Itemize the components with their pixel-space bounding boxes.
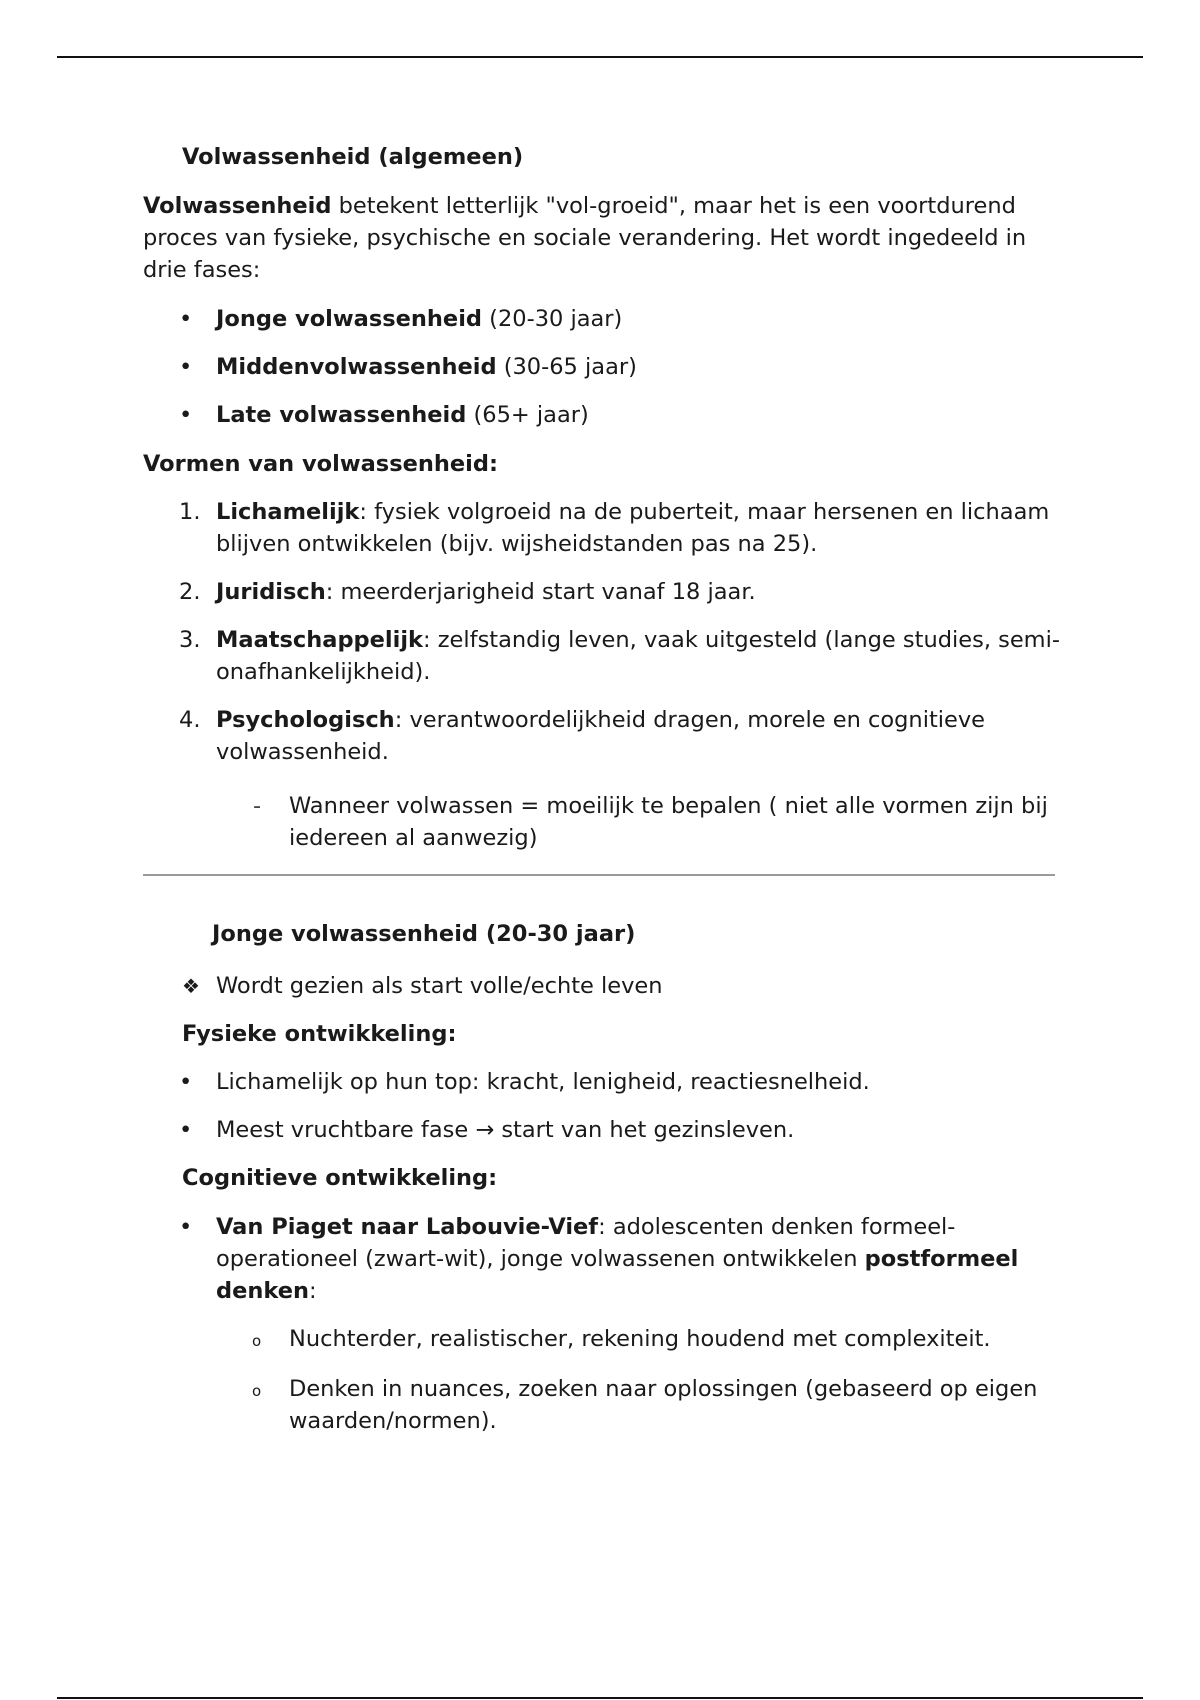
vorm-text: : fysiek volgroeid na de puberteit, maar hersenen en lichaam blijven ontwikkelen (bijv. wijsheidstanden pas na 25). [216, 499, 1050, 557]
list-item [143, 1066, 1093, 1098]
vorm-name: Maatschappelijk [216, 627, 424, 653]
list-item [143, 351, 1083, 383]
list-item [143, 1211, 1078, 1307]
phase-name: Middenvolwassenheid [216, 354, 497, 380]
phase-name: Late volwassenheid [216, 402, 467, 428]
postformeel-text: Denken in nuances, zoeken naar oplossingen (gebaseerd op eigen waarden/normen). [289, 1376, 1038, 1434]
heading-jonge-volwassenheid: Jonge volwassenheid (20-30 jaar) [212, 921, 636, 947]
vorm-name: Psychologisch [216, 707, 395, 733]
phase-range: (30-65 jaar) [496, 354, 637, 380]
heading-volwassenheid-algemeen: Volwassenheid (algemeen) [182, 144, 524, 170]
fysiek-text: Lichamelijk op hun top: kracht, lenigheid, reactiesnelheid. [216, 1069, 870, 1095]
bullet-marker: • [179, 306, 193, 332]
circle-marker: o [252, 1382, 262, 1400]
vorm-name: Lichamelijk [216, 499, 360, 525]
heading-fysieke-ontwikkeling: Fysieke ontwikkeling: [182, 1021, 457, 1047]
section-divider [143, 874, 1055, 876]
bullet-marker: • [179, 354, 193, 380]
vorm-text: : meerderjarigheid start vanaf 18 jaar. [325, 579, 756, 605]
cognitief-text: : adolescenten denken formeel-operationeel (zwart-wit), jonge volwassenen ontwikkelen [216, 1214, 956, 1272]
vorm-name: Juridisch [216, 579, 326, 605]
heading-cognitieve-ontwikkeling: Cognitieve ontwikkeling: [182, 1165, 498, 1191]
intro-text: betekent letterlijk "vol-groeid", maar het is een voortdurend proces van fysieke, psychische en sociale verandering. Het wordt ingedeeld in drie fases: [143, 193, 1027, 283]
dash-marker: - [253, 793, 262, 819]
diamond-note-text: Wordt gezien als start volle/echte leven [216, 973, 663, 999]
postformeel-text: Nuchterder, realistischer, rekening houdend met complexiteit. [289, 1326, 991, 1352]
phase-range: (65+ jaar) [466, 402, 589, 428]
circle-marker: o [252, 1332, 262, 1350]
cognitief-bold-1: Van Piaget naar Labouvie-Vief [216, 1214, 599, 1240]
bullet-marker: • [179, 1117, 193, 1143]
dash-note-text: Wanneer volwassen = moeilijk te bepalen ( niet alle vormen zijn bij iedereen al aanwezig) [289, 793, 1048, 851]
vorm-text: : verantwoordelijkheid dragen, morele en cognitieve volwassenheid. [216, 707, 986, 765]
list-number: 2. [179, 579, 201, 605]
phase-name: Jonge volwassenheid [216, 306, 483, 332]
sub-list-item [216, 1373, 1139, 1437]
list-number: 4. [179, 707, 201, 733]
vorm-text: : zelfstandig leven, vaak uitgesteld (lange studies, semi-onafhankelijkheid). [216, 627, 1060, 685]
sub-list-item [216, 1323, 1139, 1355]
heading-vormen: Vormen van volwassenheid: [143, 451, 498, 477]
intro-paragraph [143, 190, 1073, 286]
list-number: 1. [179, 499, 201, 525]
phases-list [143, 303, 1083, 447]
cognitief-end: : [309, 1278, 317, 1304]
header-rule [57, 56, 1143, 58]
list-item [143, 624, 1078, 688]
diamond-note [182, 970, 663, 1002]
dash-note [216, 790, 1119, 854]
vormen-list [143, 496, 1078, 784]
intro-bold: Volwassenheid [143, 193, 332, 219]
list-item [143, 399, 1083, 431]
list-item [143, 1114, 1093, 1146]
fysiek-list [143, 1066, 1093, 1162]
list-item [143, 704, 1078, 768]
footer-rule [57, 1697, 1143, 1699]
cognitief-list [143, 1211, 1078, 1323]
cognitief-bold-2: postformeel denken [216, 1246, 1019, 1304]
list-number: 3. [179, 627, 201, 653]
bullet-marker: • [179, 1069, 193, 1095]
list-item [143, 496, 1078, 560]
list-item [143, 576, 1078, 608]
phase-range: (20-30 jaar) [482, 306, 623, 332]
bullet-marker: • [179, 402, 193, 428]
list-item [143, 303, 1083, 335]
bullet-marker: • [179, 1214, 193, 1240]
fysiek-text: Meest vruchtbare fase → start van het gezinsleven. [216, 1117, 795, 1143]
diamond-marker: ❖ [182, 974, 200, 998]
